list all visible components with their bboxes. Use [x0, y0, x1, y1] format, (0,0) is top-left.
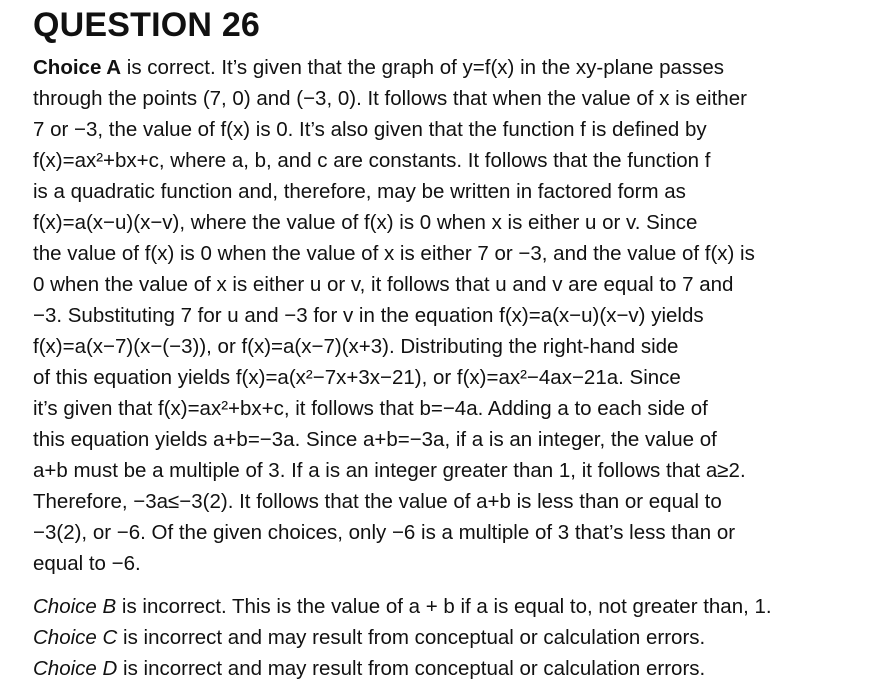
explanation-line: 7 or −3, the value of f(x) is 0. It’s also given that the function f is defined by	[33, 118, 707, 141]
explanation-line: 0 when the value of x is either u or v, it follows that u and v are equal to 7 and	[33, 273, 734, 296]
explanation-line: is a quadratic function and, therefore, may be written in factored form as	[33, 180, 686, 203]
incorrect-choices-explanation	[33, 591, 865, 684]
choice-c-label: Choice C	[33, 626, 118, 649]
explanation-line-text: is correct. It’s given that the graph of y=f(x) in the xy-plane passes	[121, 56, 725, 79]
explanation-line: −3(2), or −6. Of the given choices, only −6 is a multiple of 3 that’s less than or	[33, 521, 736, 544]
choice-c-text: is incorrect and may result from conceptual or calculation errors.	[117, 626, 706, 649]
explanation-line: it’s given that f(x)=ax²+bx+c, it follows that b=−4a. Adding a to each side of	[33, 397, 708, 420]
explanation-line: −3. Substituting 7 for u and −3 for v in the equation f(x)=a(x−u)(x−v) yields	[33, 304, 704, 327]
choice-b-text: is incorrect. This is the value of a + b if a is equal to, not greater than, 1.	[116, 595, 772, 618]
question-title: QUESTION 26	[33, 6, 261, 44]
explanation-line: Therefore, −3a≤−3(2). It follows that the value of a+b is less than or equal to	[33, 490, 722, 513]
correct-choice-label: Choice A	[33, 56, 122, 79]
explanation-line: equal to −6.	[33, 552, 141, 575]
explanation-line: through the points (7, 0) and (−3, 0). It follows that when the value of x is either	[33, 87, 747, 110]
incorrect-choice-d	[33, 653, 865, 684]
explanation-line: a+b must be a multiple of 3. If a is an integer greater than 1, it follows that a≥2.	[33, 459, 746, 482]
choice-d-label: Choice D	[33, 657, 118, 680]
explanation-line: f(x)=ax²+bx+c, where a, b, and c are constants. It follows that the function f	[33, 149, 711, 172]
explanation-line: of this equation yields f(x)=a(x²−7x+3x−21), or f(x)=ax²−4ax−21a. Since	[33, 366, 681, 389]
correct-answer-explanation	[33, 52, 865, 579]
explanation-line: f(x)=a(x−7)(x−(−3)), or f(x)=a(x−7)(x+3). Distributing the right-hand side	[33, 335, 679, 358]
choice-d-text: is incorrect and may result from conceptual or calculation errors.	[117, 657, 706, 680]
choice-b-label: Choice B	[33, 595, 117, 618]
explanation-line: f(x)=a(x−u)(x−v), where the value of f(x) is 0 when x is either u or v. Since	[33, 211, 698, 234]
explanation-line: this equation yields a+b=−3a. Since a+b=−3a, if a is an integer, the value of	[33, 428, 717, 451]
incorrect-choice-b	[33, 591, 865, 622]
explanation-line	[33, 52, 865, 83]
explanation-line: the value of f(x) is 0 when the value of x is either 7 or −3, and the value of f(x) is	[33, 242, 755, 265]
incorrect-choice-c	[33, 622, 865, 653]
